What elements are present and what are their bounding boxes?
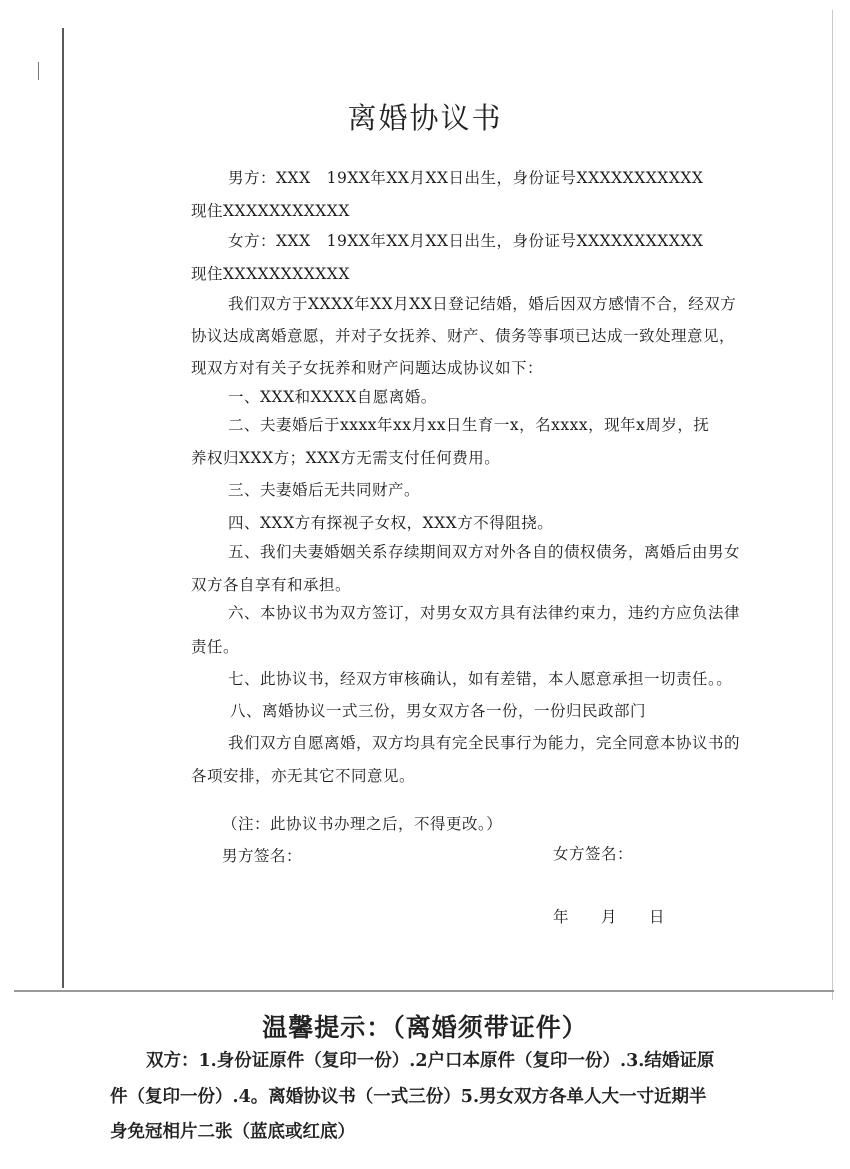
scan-edge-line-right [832,10,833,1000]
scan-mark [38,62,39,80]
clause-5: 五、我们夫妻婚姻关系存续期间双方对外各自的债权债务，离婚后由男女 [228,543,741,561]
tips-line: 件（复印一份）.4。离婚协议书（一式三份）5.男女双方各单人大一寸近期半 [110,1087,707,1107]
clause-6-cont: 责任。 [191,638,240,656]
intro-paragraph-line: 协议达成离婚意愿，并对子女抚养、财产、债务等事项已达成一致处理意见， [191,327,736,345]
clause-8: 八、离婚协议一式三份，男女双方各一份，一份归民政部门 [230,702,647,720]
male-party-line: 男方：XXX 19XX年XX月XX日出生，身份证号XXXXXXXXXXX [228,169,704,187]
date-line: 年 月 日 [553,908,666,926]
clause-4: 四、XXX方有探视子女权，XXX方不得阻挠。 [228,514,554,532]
clause-1: 一、XXX和XXXX自愿离婚。 [228,388,437,406]
intro-paragraph-line: 我们双方于XXXX年XX月XX日登记结婚，婚后因双方感情不合，经双方 [228,295,737,313]
intro-paragraph-line: 现双方对有关子女抚养和财产问题达成协议如下： [191,359,544,377]
note-line: （注：此协议书办理之后，不得更改。） [222,815,503,833]
scan-edge-line [62,28,64,988]
tips-title: 温馨提示：（离婚须带证件） [262,1013,588,1042]
clause-3: 三、夫妻婚后无共同财产。 [228,481,421,499]
clause-5-cont: 双方各自享有和承担。 [191,576,352,594]
clause-2: 二、夫妻婚后于xxxx年xx月xx日生育一x，名xxxx，现年x周岁，抚 [228,416,710,434]
section-divider [14,990,834,992]
female-party-line: 女方：XXX 19XX年XX月XX日出生，身份证号XXXXXXXXXXX [228,232,704,250]
tips-line: 双方：1.身份证原件（复印一份）.2户口本原件（复印一份）.3.结婚证原 [146,1051,715,1071]
female-address-line: 现住XXXXXXXXXXX [191,265,350,283]
tips-line: 身免冠相片二张（蓝底或红底） [110,1122,355,1142]
clause-7: 七、此协议书，经双方审核确认，如有差错，本人愿意承担一切责任。。 [228,670,733,688]
clause-2-cont: 养权归XXX方；XXX方无需支付任何费用。 [191,449,501,467]
confirmation-line: 我们双方自愿离婚，双方均具有完全民事行为能力，完全同意本协议书的 [228,734,741,752]
male-signature-label: 男方签名： [222,847,303,865]
document-title: 离婚协议书 [347,101,503,135]
clause-6: 六、本协议书为双方签订，对男女双方具有法律约束力，违约方应负法律 [228,604,741,622]
confirmation-line: 各项安排，亦无其它不同意见。 [191,767,416,785]
male-address-line: 现住XXXXXXXXXXX [191,202,350,220]
female-signature-label: 女方签名： [553,845,634,863]
